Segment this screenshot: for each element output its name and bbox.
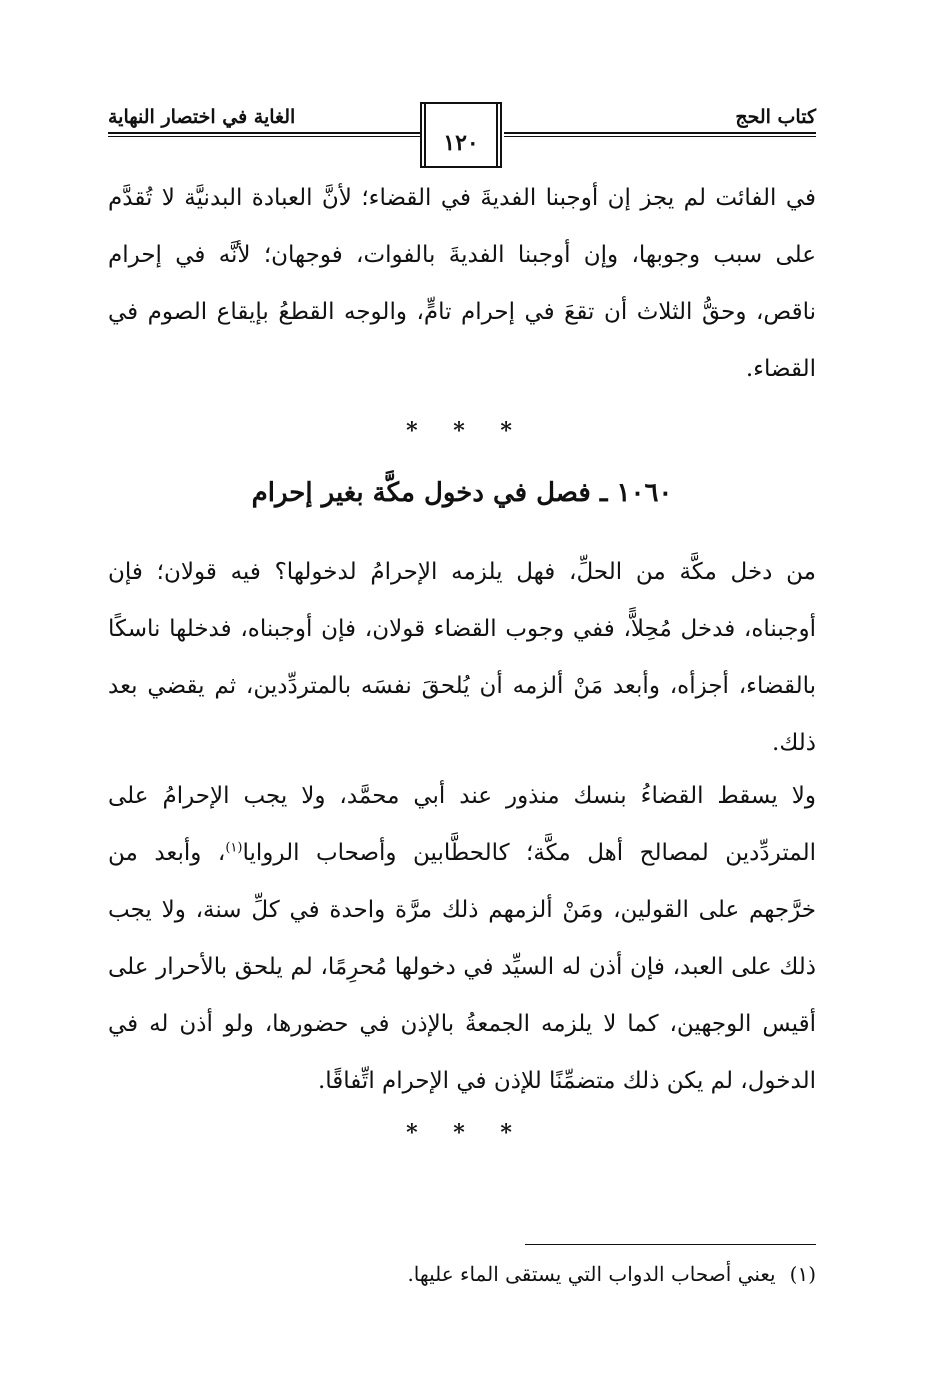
paragraph-2: من دخل مكَّة من الحلِّ، فهل يلزمه الإحرامُ لدخولها؟ فيه قولان؛ فإن أوجبناه، فدخل مُحِلاًّ، ففي وجوب القضاء قولان، فإن أوجبناه، فدخلها ناسكًا بالقضاء، أجزأه، وأبعد مَنْ ألزمه أن يُلحقَ نفسَه بالمتردِّدين، ثم يقضي بعد ذلك. bbox=[108, 559, 816, 756]
separator-stars-1: * * * bbox=[406, 418, 526, 444]
paragraph-3 bbox=[108, 768, 816, 1110]
running-head-book-title: كتاب الحج bbox=[735, 106, 816, 128]
running-head-work-title: الغاية في اختصار النهاية bbox=[108, 106, 296, 128]
paragraph-3-part-1: ولا يسقط القضاءُ بنسك منذور عند أبي محمَّد، ولا يجب الإحرامُ على المتردِّدين لمصالح أهل مكَّة؛ كالحطَّابين وأصحاب الروايا bbox=[108, 783, 816, 866]
page-header bbox=[108, 96, 816, 176]
footnote bbox=[108, 1262, 816, 1286]
footnote-reference[interactable]: (١) bbox=[225, 840, 243, 856]
footnote-mark: (١) bbox=[789, 1262, 816, 1286]
header-rule-left bbox=[108, 132, 420, 137]
paragraph-3-part-2: ، وأبعد من خرَّجهم على القولين، ومَنْ ألزمهم ذلك مرَّة واحدة في كلِّ سنة، ولا يجب ذلك على العبد، فإن أذن له السيِّد في دخولها مُحرِمًا، لم يلحق بالأحرار على أقيس الوجهين، كما لا يلزمه الجمعةُ بالإذن في حضورها، ولو أذن له في الدخول، لم يكن ذلك متضمِّنًا للإذن في الإحرام اتِّفاقًا. bbox=[108, 840, 816, 1094]
footnote-rule bbox=[525, 1244, 816, 1245]
section-heading: ١٠٦٠ ـ فصل في دخول مكَّة بغير إحرام bbox=[251, 478, 673, 508]
footnote-text: يعني أصحاب الدواب التي يستقى الماء عليها. bbox=[407, 1262, 776, 1286]
page-number: ١٢٠ bbox=[443, 130, 479, 156]
header-rule-right bbox=[504, 132, 816, 137]
paragraph-1: في الفائت لم يجز إن أوجبنا الفديةَ في القضاء؛ لأنَّ العبادة البدنيَّة لا تُقدَّم على سبب وجوبها، وإن أوجبنا الفديةَ بالفوات، فوجهان؛ لأنَّه في إحرام ناقص، وحقُّ الثلاث أن تقعَ في إحرام تامٍّ، والوجه القطعُ بإيقاع الصوم في القضاء. bbox=[108, 185, 816, 382]
page-number-frame bbox=[420, 104, 502, 168]
separator-stars-2: * * * bbox=[406, 1120, 526, 1146]
